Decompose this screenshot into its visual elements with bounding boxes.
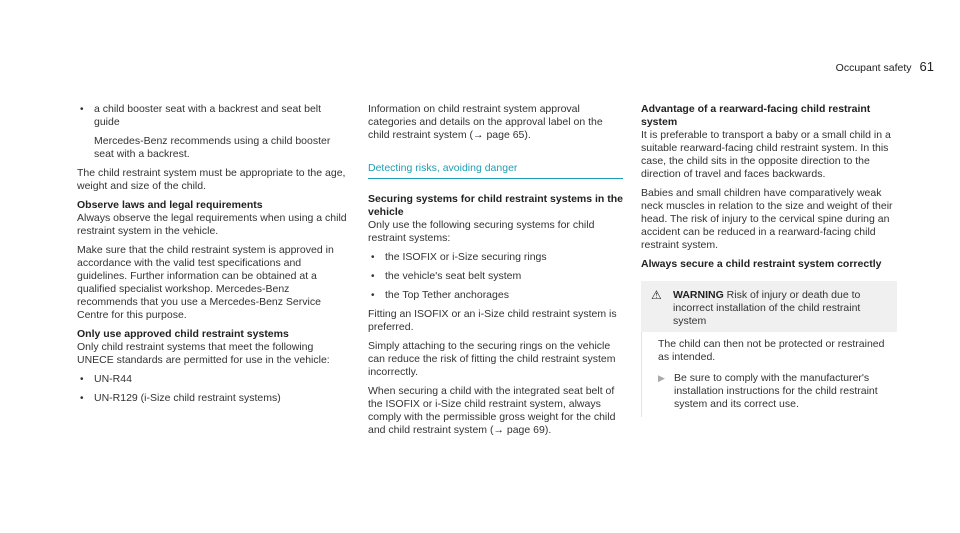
paragraph: When securing a child with the integrated seat belt of the ISOFIX or i-Size child restraint system, always comply with the permissible gross weight for the child and child restraint system (→ page 69). bbox=[368, 385, 616, 436]
paragraph: Babies and small children have comparatively weak neck muscles in relation to the size and weight of their head. The risk of injury to the cervical spine during an accident can be reduced in a rearward-facing child restraint system. bbox=[641, 187, 893, 251]
paragraph: Fitting an ISOFIX or an i-Size child restraint system is preferred. bbox=[368, 308, 617, 333]
column-right bbox=[641, 103, 897, 417]
list-item: • UN-R44 bbox=[77, 373, 349, 386]
paragraph: It is preferable to transport a baby or a small child in a suitable rearward-facing child restraint system. In this case, the child sits in the opposite direction to the direction of travel and faces backwards. bbox=[641, 129, 891, 180]
list-item: • a child booster seat with a backrest and seat belt guide bbox=[77, 103, 349, 129]
bullet-icon bbox=[368, 270, 385, 283]
bullet-icon bbox=[77, 373, 94, 386]
paragraph: Information on child restraint system approval categories and details on the approval label on the child restraint system (→ page 65). bbox=[368, 103, 603, 141]
warning-consequence: The child can then not be protected or restrained as intended. bbox=[658, 338, 885, 363]
paragraph: Make sure that the child restraint system is approved in accordance with the valid test specifications and guidelines. Further information can be obtained at a qualified specialist workshop. Mercedes-Benz recommends that you use a Mercedes-Benz Service Centre for this purpose. bbox=[77, 244, 334, 321]
paragraph: Always observe the legal requirements when using a child restraint system in the vehicle. bbox=[77, 212, 347, 237]
warning-icon: ⚠ bbox=[651, 288, 662, 302]
bullet-icon bbox=[77, 103, 94, 129]
warning-action: ▶ Be sure to comply with the manufacturer's installation instructions for the child restraint system and its correct use. bbox=[658, 372, 878, 410]
paragraph: Only child restraint systems that meet the following UNECE standards are permitted for use in the vehicle: bbox=[77, 341, 330, 366]
bullet-icon bbox=[77, 392, 94, 405]
heading-approved: Only use approved child restraint systems bbox=[77, 328, 289, 340]
column-left bbox=[77, 103, 349, 411]
page-number: 61 bbox=[919, 59, 934, 74]
warning-body bbox=[641, 332, 897, 417]
paragraph: Only use the following securing systems for child restraint systems: bbox=[368, 219, 595, 244]
heading-advantage: Advantage of a rearward-facing child restraint system bbox=[641, 103, 871, 128]
page-header bbox=[836, 60, 934, 75]
warning-text: Risk of injury or death due to incorrect installation of the child restraint system bbox=[673, 289, 861, 327]
bullet-icon bbox=[368, 289, 385, 302]
booster-recommendation: Mercedes-Benz recommends using a child booster seat with a backrest. bbox=[94, 135, 331, 160]
list-item: • the vehicle's seat belt system bbox=[368, 270, 623, 283]
section-heading-risks: Detecting risks, avoiding danger bbox=[368, 162, 623, 179]
list-item: • the Top Tether anchorages bbox=[368, 289, 623, 302]
paragraph: The child restraint system must be appropriate to the age, weight and size of the child. bbox=[77, 167, 346, 192]
paragraph: Simply attaching to the securing rings on the vehicle can reduce the risk of fitting the child restraint system incorrectly. bbox=[368, 340, 616, 378]
heading-laws: Observe laws and legal requirements bbox=[77, 199, 263, 211]
bullet-icon bbox=[368, 251, 385, 264]
column-middle bbox=[368, 103, 623, 443]
play-arrow-icon: ▶ bbox=[658, 373, 665, 383]
warning-label: WARNING bbox=[673, 289, 724, 301]
warning-box bbox=[641, 281, 897, 417]
list-item: • the ISOFIX or i-Size securing rings bbox=[368, 251, 623, 264]
list-item: • UN-R129 (i-Size child restraint systems) bbox=[77, 392, 349, 405]
section-title: Occupant safety bbox=[835, 62, 912, 74]
heading-always-secure: Always secure a child restraint system correctly bbox=[641, 258, 882, 270]
heading-securing: Securing systems for child restraint systems in the vehicle bbox=[368, 193, 624, 218]
